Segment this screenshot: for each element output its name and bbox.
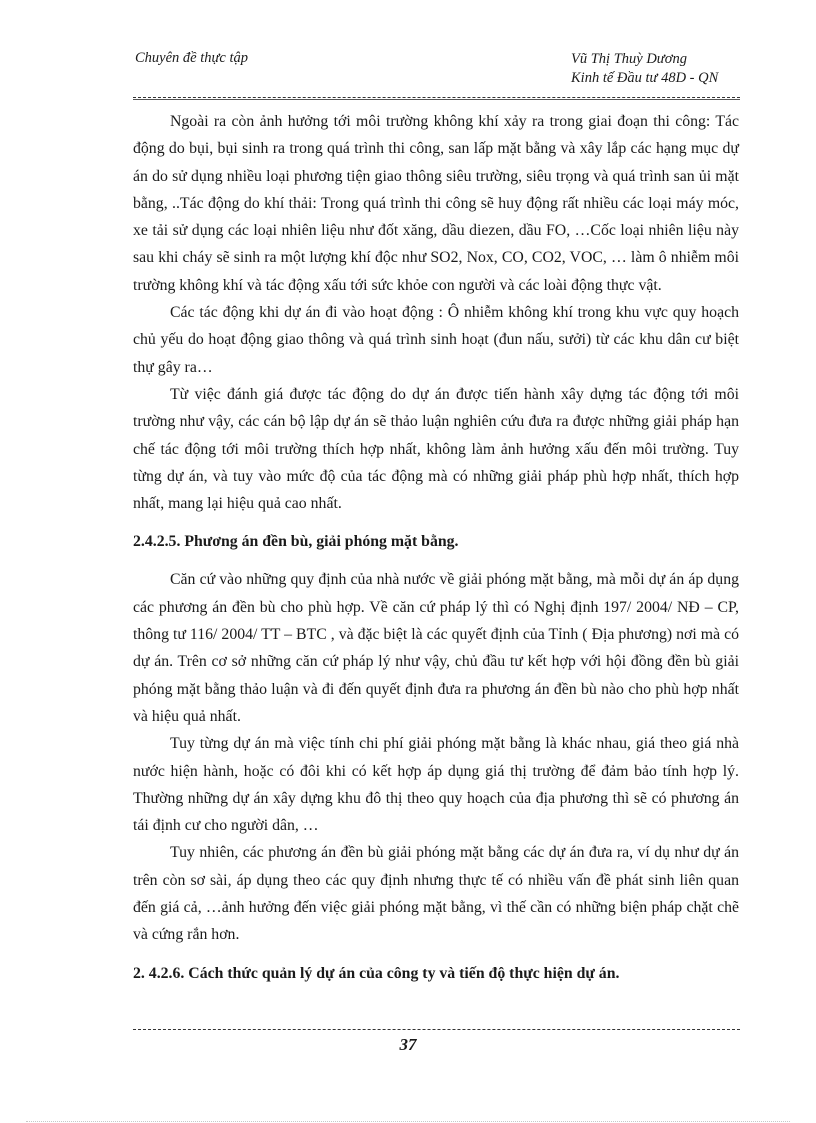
- paragraph-operation-impact: Các tác động khi dự án đi vào hoạt động : Ô nhiễm không khí trong khu vực quy hoạch chủ yếu do hoạt động giao thông và quá trình sinh hoạt (đun nấu, sưởi) từ các khu dân cư biệt thự gây ra…: [133, 304, 739, 376]
- page-number: 37: [399, 1035, 417, 1054]
- section-heading-compensation: 2.4.2.5. Phương án đền bù, giải phóng mặt bằng.: [133, 533, 459, 551]
- section-heading-project-management: 2. 4.2.6. Cách thức quản lý dự án của công ty và tiến độ thực hiện dự án.: [133, 964, 620, 982]
- paragraph-air-pollution-construction: Ngoài ra còn ảnh hưởng tới môi trường không khí xảy ra trong giai đoạn thi công: Tác động do bụi, bụi sinh ra trong quá trình thi công, san lấp mặt bằng và xây lắp các hạng mục dự án do sử dụng nhiều loại phương tiện giao thông siêu trường, siêu trọng và quá trình san ủi mặt bằng, ..Tác động do khí thải: Trong quá trình thi công sẽ huy động rất nhiều các loại máy móc, xe tải sử dụng các loại nhiên liệu như đốt xăng, dầu diezen, dầu FO, …Cốc loại nhiên liệu này sau khi cháy sẽ sinh ra một lượng khí độc như SO2, Nox, CO, CO2, VOC, … làm ô nhiễm môi trường không khí và tác động xấu tới sức khỏe con người và các loài động thực vật.: [133, 113, 739, 294]
- header-divider-solid: [133, 99, 740, 100]
- header-author: Vũ Thị Thuỳ Dương: [571, 51, 687, 67]
- bottom-edge-dots: [26, 1121, 790, 1122]
- header-left-title: Chuyên đề thực tập: [135, 50, 249, 66]
- document-body: [133, 108, 739, 998]
- paragraph-cost-calculation: Tuy từng dự án mà việc tính chi phí giải phóng mặt bằng là khác nhau, giá theo giá nhà nước hiện hành, hoặc có đôi khi có kết hợp áp dụng giá thị trường để đảm bảo tính hợp lý. Thường những dự án xây dựng khu đô thị theo quy hoạch của địa phương thì sẽ có phương án tái định cư cho người dân, …: [133, 735, 739, 835]
- paragraph-shortcomings: Tuy nhiên, các phương án đền bù giải phóng mặt bằng các dự án đưa ra, ví dụ như dự án trên còn sơ sài, áp dụng theo các quy định nhưng thực tế có nhiều vấn đề phát sinh liên quan đến giá cả, …ảnh hưởng đến việc giải phóng mặt bằng, vì thế cần có những biện pháp chặt chẽ và cứng rắn hơn.: [133, 844, 739, 944]
- header-divider: [133, 97, 740, 98]
- header-class: Kinh tế Đầu tư 48D - QN: [571, 70, 719, 86]
- page-header: [133, 50, 739, 96]
- paragraph-mitigation-solutions: Từ việc đánh giá được tác động do dự án được tiến hành xây dựng tác động tới môi trường như vậy, các cán bộ lập dự án sẽ thảo luận nghiên cứu đưa ra được những giải pháp hạn chế tác động tới môi trường thích hợp nhất, không làm ảnh hưởng xấu đến môi trường. Tuy từng dự án, và tuy vào mức độ của tác động mà có những giải pháp phù hợp nhất, thích hợp nhất, mang lại hiệu quả cao nhất.: [133, 385, 739, 513]
- paragraph-legal-basis: Căn cứ vào những quy định của nhà nước về giải phóng mặt bằng, mà mỗi dự án áp dụng các phương án đền bù cho phù hợp. Về căn cứ pháp lý thì có Nghị định 197/ 2004/ NĐ – CP, thông tư 116/ 2004/ TT – BTC , và đặc biệt là các quyết định của Tỉnh ( Địa phương) nơi mà có dự án. Trên cơ sở những căn cứ pháp lý như vậy, chủ đầu tư kết hợp với hội đồng đền bù giải phóng mặt bằng thảo luận và đi đến quyết định đưa ra phương án đền bù nào cho phù hợp nhất và hiệu quả nhất.: [133, 571, 739, 725]
- footer-divider: [133, 1029, 740, 1030]
- header-author-block: [571, 50, 718, 88]
